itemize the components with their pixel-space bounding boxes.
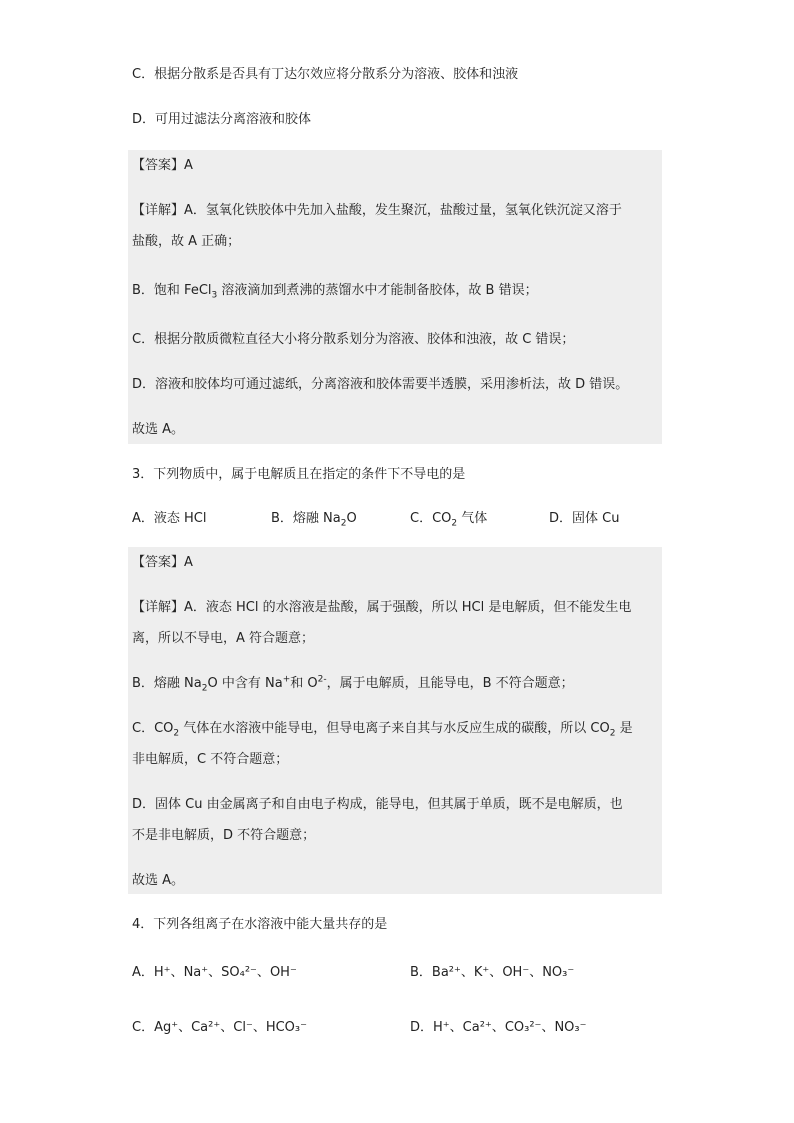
q2-explanation-c: C．根据分散质微粒直径大小将分散系划分为溶液、胶体和浊液，故 C 错误； [132,332,575,347]
q4-option-c: C．Ag⁺、Ca²⁺、Cl⁻、HCO₃⁻ [132,1020,307,1035]
q4-option-b: B．Ba²⁺、K⁺、OH⁻、NO₃⁻ [410,965,575,980]
q2-explanation-d: D．溶液和胶体均可通过滤纸，分离溶液和胶体需要半透膜，采用渗析法，故 D 错误。 [132,377,629,392]
q2-option-d: D．可用过滤法分离溶液和胶体 [132,112,312,127]
q3-explanation-a2: 离，所以不导电，A 符合题意； [132,631,315,646]
q3-explanation-d1: D．固体 Cu 由金属离子和自由电子构成，能导电，但其属于单质，既不是电解质，也 [132,797,623,812]
q3-conclusion: 故选 A。 [132,873,185,888]
q2-explanation-line1: 【详解】A．氢氧化铁胶体中先加入盐酸，发生聚沉，盐酸过量，氢氧化铁沉淀又溶于 [132,203,622,218]
q2-explanation-line2: 盐酸，故 A 正确； [132,234,241,249]
q2-conclusion: 故选 A。 [132,422,185,437]
q3-option-c: C．$CO_2$ 气体 [410,511,488,529]
q3-explanation-c1: C．$CO_2$ 气体在水溶液中能导电，但导电离子来自其与水反应生成的碳酸，所以 $CO_2$ 是 [132,721,633,739]
q3-answer: 【答案】A [132,555,193,570]
q3-explanation-d2: 不是非电解质，D 不符合题意； [132,828,316,843]
q3-option-d: D．固体 Cu [549,511,620,526]
q3-stem: 3．下列物质中，属于电解质且在指定的条件下不导电的是 [132,467,466,482]
q4-stem: 4．下列各组离子在水溶液中能大量共存的是 [132,917,388,932]
q3-explanation-b: B．熔融 $Na_2O$ 中含有 Na+和 $O^{2-}$，属于电解质，且能导电，B 不符合题意； [132,674,574,694]
q2-explanation-b: B．饱和 FeCl$_3$ 溶液滴加到煮沸的蒸馏水中才能制备胶体，故 B 错误； [132,283,538,301]
q4-option-d: D．H⁺、Ca²⁺、CO₃²⁻、NO₃⁻ [410,1020,587,1035]
q3-explanation-a1: 【详解】A．液态 HCl 的水溶液是盐酸，属于强酸，所以 HCl 是电解质，但不能发生电 [132,600,632,615]
q2-answer: 【答案】A [132,158,193,173]
q3-option-b: B．熔融 $Na_2O$ [271,511,357,529]
q2-option-c: C．根据分散系是否具有丁达尔效应将分散系分为溶液、胶体和浊液 [132,67,519,82]
q3-option-a: A．液态 HCl [132,511,207,526]
q3-explanation-c2: 非电解质，C 不符合题意； [132,752,289,767]
q4-option-a: A．H⁺、Na⁺、SO₄²⁻、OH⁻ [132,965,297,980]
